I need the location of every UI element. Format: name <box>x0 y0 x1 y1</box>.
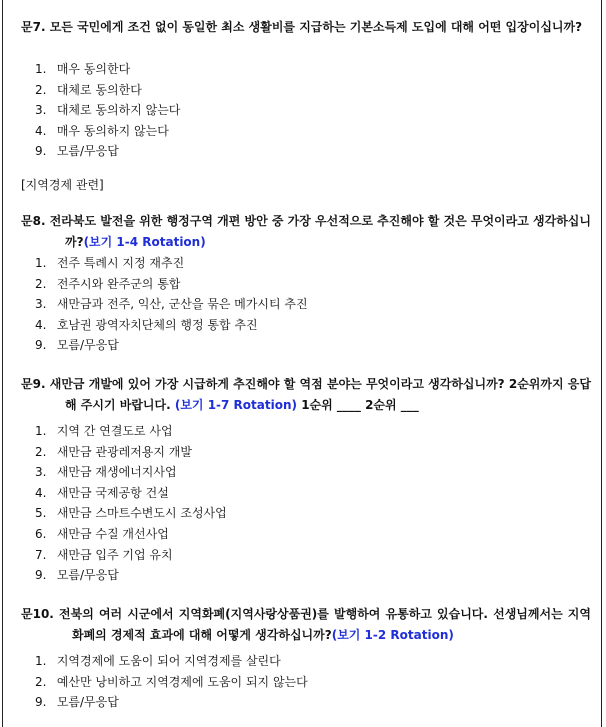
question-body: 모든 국민에게 조건 없이 동일한 최소 생활비를 지급하는 기본소득제 도입에 대해 어떤 입장이십니까? <box>49 20 583 34</box>
question-7-text <box>21 17 591 38</box>
rotation-note: (보기 1-7 Rotation) <box>174 398 297 412</box>
option: 7. 새만금 입주 기업 유치 <box>35 547 173 562</box>
question-number: 문8. <box>21 214 46 228</box>
question-body: 전라북도 발전을 위한 행정구역 개편 방안 중 가장 우선적으로 추진해야 할 것은 무엇이라고 생각하십니까? <box>49 214 591 249</box>
rotation-note: (보기 1-4 Rotation) <box>83 235 206 249</box>
option: 2. 전주시와 완주군의 통합 <box>35 276 181 291</box>
option: 4. 호남권 광역자치단체의 행정 통합 추진 <box>35 317 258 332</box>
option: 9. 모름/무응답 <box>35 695 119 710</box>
option: 3. 대체로 동의하지 않는다 <box>35 103 181 118</box>
question-8-text <box>21 211 591 253</box>
option: 1. 매우 동의한다 <box>35 62 131 76</box>
option: 4. 매우 동의하지 않는다 <box>35 123 169 138</box>
question-8 <box>21 211 591 253</box>
question-9-text <box>21 374 591 416</box>
question-number: 문9. <box>21 377 46 391</box>
survey-page <box>2 0 602 727</box>
rank-answer-blanks: 1순위 ____ 2순위 ___ <box>301 398 419 412</box>
option: 1. 지역 간 연결도로 사업 <box>35 424 173 438</box>
option: 9. 모름/무응답 <box>35 568 119 583</box>
question-9-options <box>35 421 227 586</box>
option: 4. 새만금 국제공항 건설 <box>35 485 169 500</box>
question-body: 새만금 개발에 있어 가장 시급하게 추진해야 할 역점 분야는 무엇이라고 생각하십니까? 2순위까지 응답해 주시기 바랍니다. <box>49 377 591 412</box>
option: 9. 모름/무응답 <box>35 338 119 353</box>
option: 9. 모름/무응답 <box>35 144 119 159</box>
question-10-options <box>35 651 308 713</box>
option: 1. 전주 특례시 지정 재추진 <box>35 256 185 270</box>
option: 2. 새만금 관광레저용지 개발 <box>35 444 192 459</box>
option: 3. 새만금과 전주, 익산, 군산을 묶은 메가시티 추진 <box>35 297 308 312</box>
question-7 <box>21 17 591 38</box>
option: 1. 지역경제에 도움이 되어 지역경제를 살린다 <box>35 654 281 668</box>
question-body: 전북의 여러 시군에서 지역화폐(지역사랑상품권)를 발행하여 유통하고 있습니다. 선생님께서는 지역화폐의 경제적 효과에 대해 어떻게 생각하십니까? <box>59 607 591 642</box>
question-8-options <box>35 253 308 356</box>
question-9 <box>21 374 591 416</box>
question-10 <box>21 604 591 646</box>
question-number: 문7. <box>21 20 46 34</box>
question-10-text <box>21 604 591 646</box>
option: 2. 예산만 낭비하고 지역경제에 도움이 되지 않는다 <box>35 674 308 689</box>
option: 6. 새만금 수질 개선사업 <box>35 526 169 541</box>
question-7-options <box>35 59 180 162</box>
question-number: 문10. <box>21 607 54 621</box>
section-label: [지역경제 관련] <box>21 178 104 192</box>
option: 3. 새만금 재생에너지사업 <box>35 465 177 480</box>
rotation-note: (보기 1-2 Rotation) <box>331 628 454 642</box>
option: 5. 새만금 스마트수변도시 조성사업 <box>35 506 227 521</box>
option: 2. 대체로 동의한다 <box>35 82 142 97</box>
